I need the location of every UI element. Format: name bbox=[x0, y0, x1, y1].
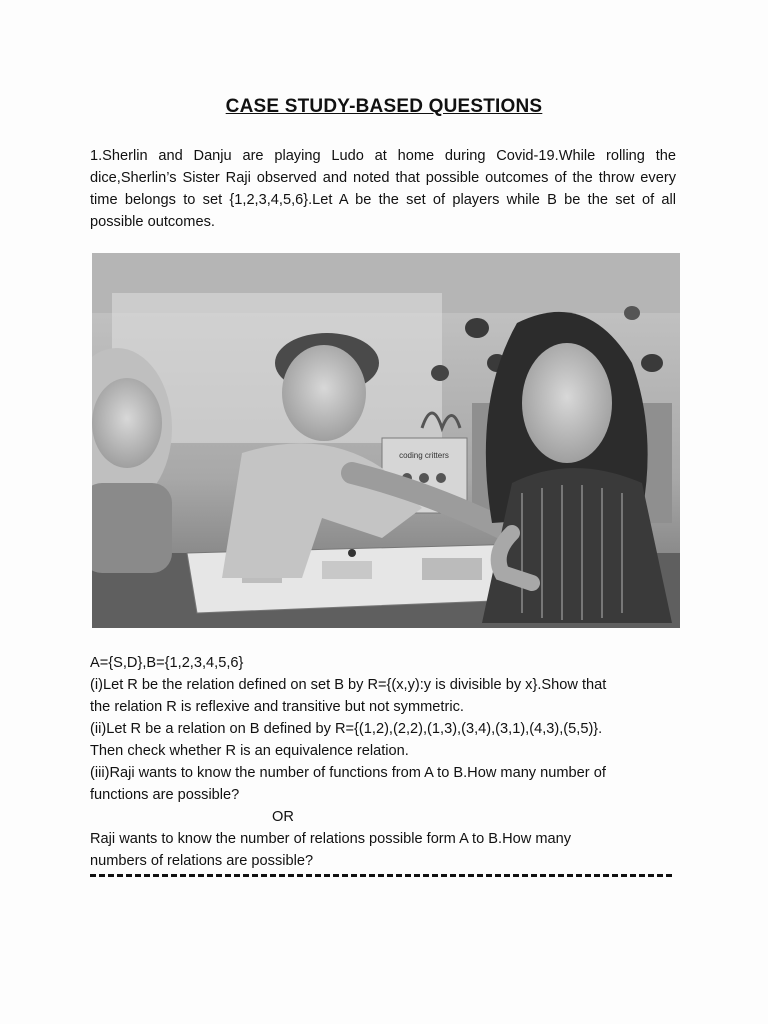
document-title: CASE STUDY-BASED QUESTIONS bbox=[225, 96, 543, 117]
case-intro-paragraph: 1.Sherlin and Danju are playing Ludo at home during Covid-19.While rolling the dice,Sherlin’s Sister Raji observed and noted that possible outcomes of the throw every time belongs to set {1,2,3,4,5,6}.Let A be the set of players while B be the set of all possible outcomes. bbox=[90, 148, 676, 230]
question-3-alt-line-1: Raji wants to know the number of relations possible form A to B.How many bbox=[90, 831, 572, 847]
board-sign-text: coding critters bbox=[399, 451, 449, 460]
sets-definition: A={S,D},B={1,2,3,4,5,6} bbox=[90, 655, 244, 671]
or-separator: OR bbox=[272, 809, 294, 825]
question-1-line-2: the relation R is reflexive and transitive but not symmetric. bbox=[90, 699, 464, 715]
question-3-line-2: functions are possible? bbox=[90, 787, 240, 803]
left-girl bbox=[92, 348, 172, 573]
question-1-line-1: (i)Let R be the relation defined on set B by R={(x,y):y is divisible by x}.Show that bbox=[90, 677, 607, 693]
questions-block bbox=[90, 652, 690, 872]
question-2-line-2: Then check whether R is an equivalence relation. bbox=[90, 743, 409, 759]
ludo-photo bbox=[92, 253, 680, 628]
dashed-divider bbox=[90, 874, 672, 877]
question-3-alt-line-2: numbers of relations are possible? bbox=[90, 853, 314, 869]
photo-illustration bbox=[92, 253, 680, 628]
question-2-line-1: (ii)Let R be a relation on B defined by R={(1,2),(2,2),(1,3),(3,4),(3,1),(4,3),(5,5)}. bbox=[90, 721, 603, 737]
question-3-line-1: (iii)Raji wants to know the number of functions from A to B.How many number of bbox=[90, 765, 606, 781]
